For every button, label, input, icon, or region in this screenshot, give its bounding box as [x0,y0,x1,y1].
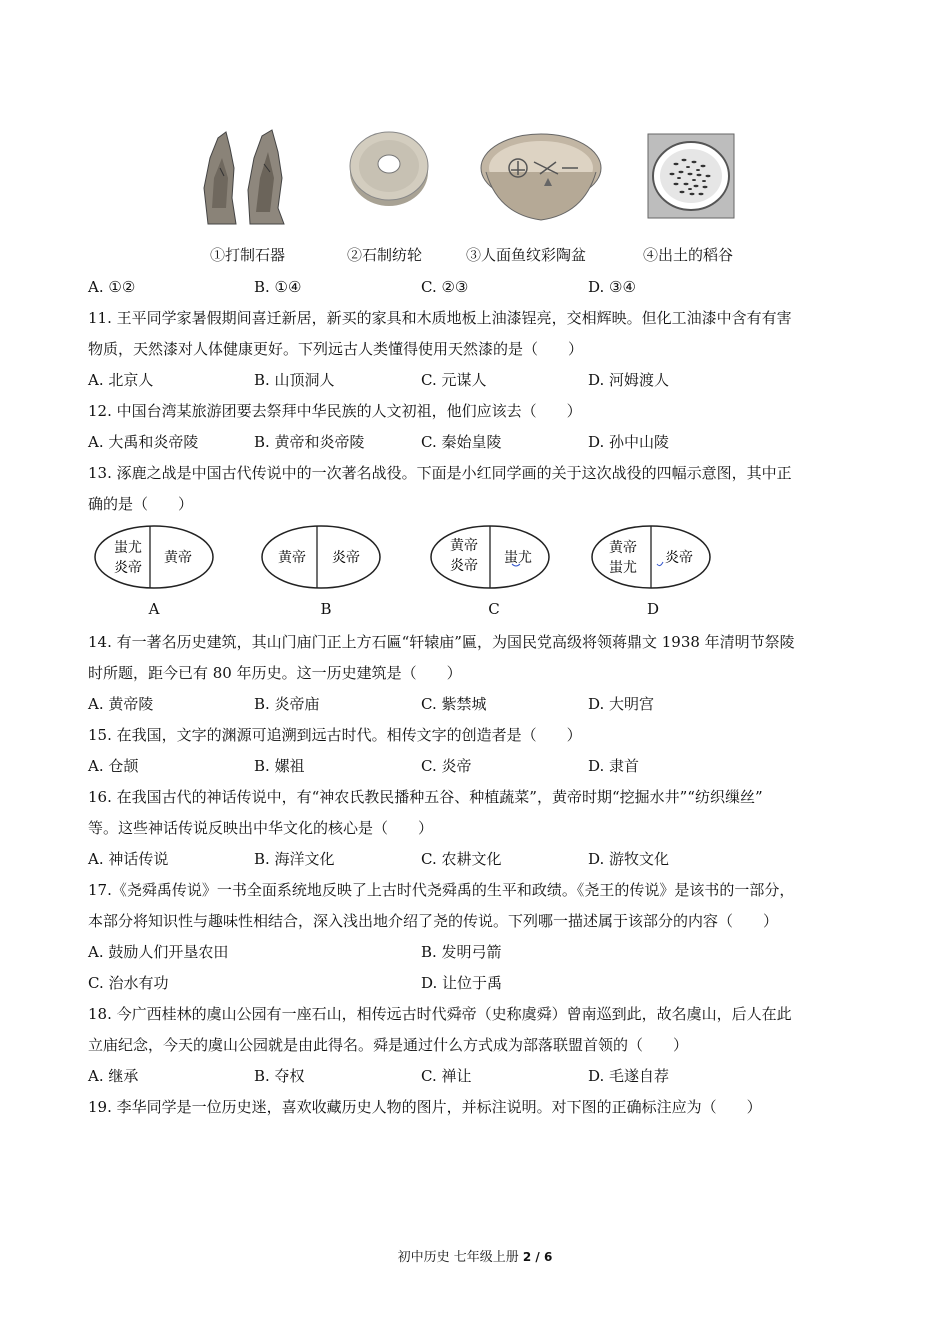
figure-caption: ③人面鱼纹彩陶盆 [466,246,587,264]
diagram-side-label: 蚩尤 [504,550,532,566]
figure-caption: ①打制石器 [210,246,286,264]
figure-caption: ④出土的稻谷 [643,246,734,264]
q10-figures [190,128,750,232]
option-b[interactable]: B. 嫘祖 [254,757,305,775]
page-number: 2 / 6 [522,1250,553,1264]
option-b[interactable]: B. 山顶洞人 [254,371,335,389]
diagram-side-label: 黄帝 [609,540,637,556]
battle-diagram-a[interactable] [92,522,216,592]
q17-options-row2 [88,972,868,994]
diagram-side-label: 黄帝 [278,550,306,566]
stone-spindle-whorl-image [348,128,430,210]
option-d[interactable]: D. ③④ [588,278,636,296]
option-b[interactable]: B. 夺权 [254,1067,305,1085]
painted-pottery-basin-image [478,128,604,224]
q14-stem: 14. 有一著名历史建筑，其山门庙门正上方石匾“轩辕庙”匾，为国民党高级将领蒋鼎文 1938 年清明节祭陵 [88,633,795,651]
page-footer [0,1246,950,1265]
option-a[interactable]: A. 继承 [88,1067,139,1085]
q11-stem: 物质，天然漆对人体健康更好。下列远古人类懂得使用天然漆的是（ ） [88,340,584,358]
option-b[interactable]: B. 海洋文化 [254,850,335,868]
diagram-side-label: 黄帝 [164,550,192,566]
option-a[interactable]: A. 仓颉 [88,757,139,775]
option-d[interactable]: D. 游牧文化 [588,850,670,868]
option-c[interactable]: C. 秦始皇陵 [421,433,502,451]
figure-caption: ②石制纺轮 [347,246,423,264]
option-c[interactable]: C. 农耕文化 [421,850,502,868]
q15-stem: 15. 在我国，文字的渊源可追溯到远古时代。相传文字的创造者是（ ） [88,726,582,744]
excavated-rice-image [646,132,738,220]
battle-diagram-c[interactable] [428,522,552,592]
q16-stem: 16. 在我国古代的神话传说中，有“神农氏教民播种五谷、种植蔬菜”，黄帝时期“挖掘水井”“纺织缫丝” [88,788,763,806]
q19-stem: 19. 李华同学是一位历史迷，喜欢收藏历史人物的图片，并标注说明。对下图的正确标注应为（ ） [88,1098,762,1116]
option-d[interactable]: D. 让位于禹 [421,974,503,992]
option-b[interactable]: B. 黄帝和炎帝陵 [254,433,365,451]
q16-stem: 等。这些神话传说反映出中华文化的核心是（ ） [88,819,434,837]
q18-options [88,1065,868,1087]
q14-stem: 时所题，距今已有 80 年历史。这一历史建筑是（ ） [88,664,462,682]
option-c[interactable]: C. ②③ [421,278,469,296]
q12-stem: 12. 中国台湾某旅游团要去祭拜中华民族的人文初祖，他们应该去（ ） [88,402,582,420]
q13-stem: 13. 涿鹿之战是中国古代传说中的一次著名战役。下面是小红同学画的关于这次战役的四幅示意图，其中正 [88,464,792,482]
battle-diagram-d[interactable] [589,522,713,592]
option-b[interactable]: B. 炎帝庙 [254,695,320,713]
diagram-side-label: 炎帝 [665,550,693,566]
q17-stem: 本部分将知识性与趣味性相结合，深入浅出地介绍了尧的传说。下列哪一描述属于该部分的内容（ ） [88,912,779,930]
q10-options [88,276,868,298]
option-d[interactable]: D. 大明宫 [588,695,655,713]
option-c[interactable]: C. 紫禁城 [421,695,487,713]
option-c[interactable]: C. 炎帝 [421,757,472,775]
option-c[interactable]: C. 元谋人 [421,371,487,389]
q10-figure-captions [210,244,770,268]
q13-stem: 确的是（ ） [88,495,194,513]
option-d[interactable]: D. 隶首 [588,757,640,775]
diagram-side-label: 黄帝 [450,538,478,554]
diagram-label-d: D [646,600,660,618]
stone-tools-image [200,128,296,228]
option-a[interactable]: A. 鼓励人们开垦农田 [88,943,229,961]
diagram-label-a: A [148,600,160,618]
q18-stem: 18. 今广西桂林的虞山公园有一座石山，相传远古时代舜帝（史称虞舜）曾南巡到此，故名虞山，后人在此 [88,1005,792,1023]
q13-diagrams [92,522,732,622]
diagram-side-label: 炎帝 [450,558,478,574]
diagram-side-label: 蚩尤 [114,540,142,556]
q17-stem: 17.《尧舜禹传说》一书全面系统地反映了上古时代尧舜禹的生平和政绩。《尧王的传说》是该书的一部分， [88,881,795,899]
q12-options [88,431,868,453]
option-a[interactable]: A. 北京人 [88,371,154,389]
option-d[interactable]: D. 河姆渡人 [588,371,670,389]
footer-course-label: 初中历史 七年级上册 [397,1250,523,1265]
q14-options [88,693,868,715]
q11-options [88,369,868,391]
q15-options [88,755,868,777]
diagram-side-label: 炎帝 [332,550,360,566]
option-d[interactable]: D. 孙中山陵 [588,433,670,451]
option-b[interactable]: B. 发明弓箭 [421,943,502,961]
diagram-side-label: 蚩尤 [609,560,637,576]
option-a[interactable]: A. 大禹和炎帝陵 [88,433,199,451]
diagram-side-label: 炎帝 [114,560,142,576]
diagram-label-c: C [488,600,500,618]
option-b[interactable]: B. ①④ [254,278,302,296]
q16-options [88,848,868,870]
q11-stem: 11. 王平同学家暑假期间喜迁新居，新买的家具和木质地板上油漆锃亮，交相辉映。但化工油漆中含有有害 [88,309,792,327]
option-c[interactable]: C. 治水有功 [88,974,169,992]
option-c[interactable]: C. 禅让 [421,1067,472,1085]
battle-diagram-b[interactable] [259,522,383,592]
option-a[interactable]: A. 神话传说 [88,850,169,868]
option-a[interactable]: A. 黄帝陵 [88,695,154,713]
q17-options-row1 [88,941,868,963]
q18-stem: 立庙纪念，今天的虞山公园就是由此得名。舜是通过什么方式成为部落联盟首领的（ ） [88,1036,689,1054]
option-d[interactable]: D. 毛遂自荐 [588,1067,670,1085]
diagram-label-b: B [320,600,332,618]
option-a[interactable]: A. ①② [88,278,136,296]
